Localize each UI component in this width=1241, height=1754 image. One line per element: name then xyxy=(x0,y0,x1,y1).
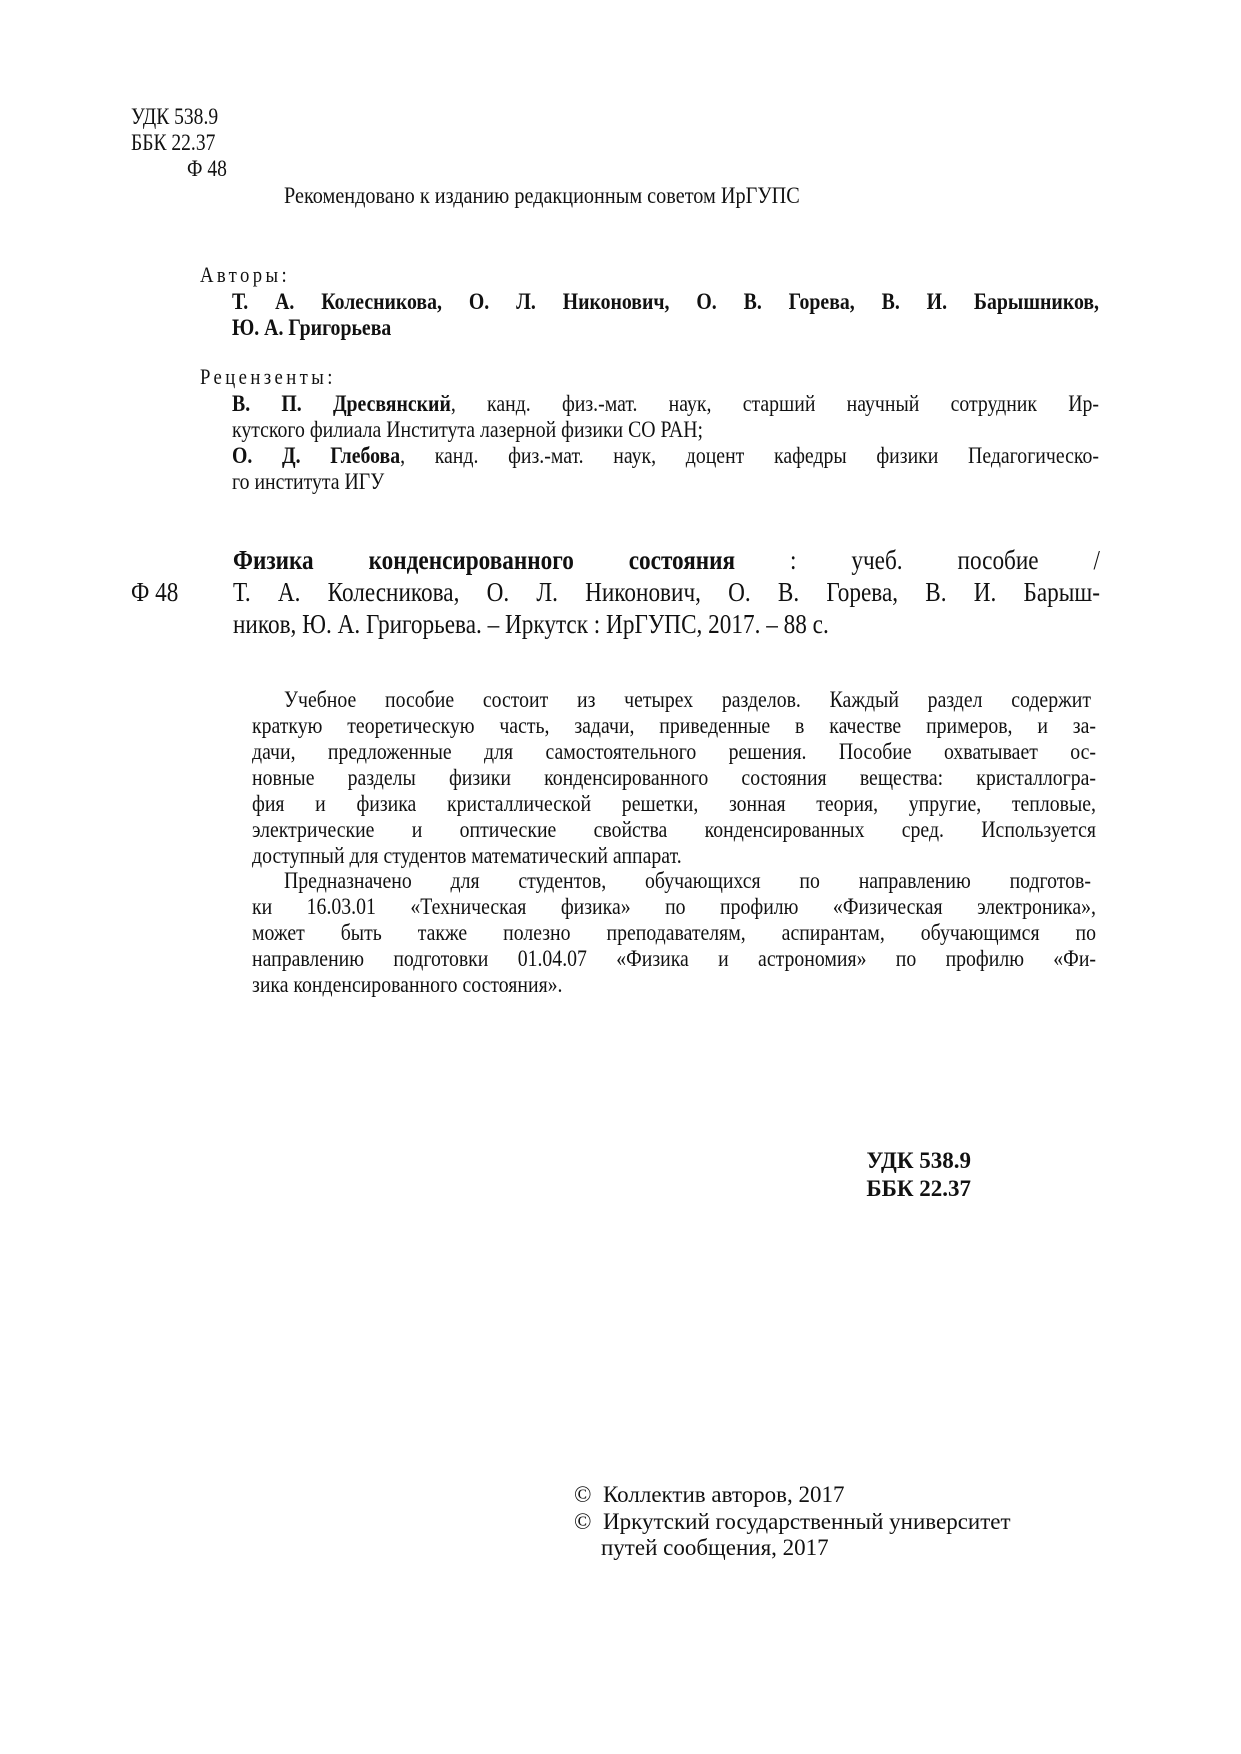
copyright-icon: © xyxy=(574,1509,592,1534)
abstract-line: фия и физика кристаллической решетки, зонная теория, упругие, тепловые, xyxy=(252,791,1096,816)
author-mark: Ф 48 xyxy=(187,156,227,181)
copyright-icon: © xyxy=(574,1482,592,1507)
bibliography-line-2: Т. А. Колесникова, О. Л. Никонович, О. В. Горева, В. И. Барыш- xyxy=(233,577,1100,607)
abstract-line: ки 16.03.01 «Техническая физика» по профилю «Физическая электроника», xyxy=(252,894,1096,919)
authors-label: Авторы: xyxy=(200,262,291,287)
bbk-code: ББК 22.37 xyxy=(131,130,216,155)
abstract-line: Учебное пособие состоит из четырех разделов. Каждый раздел содержит xyxy=(284,687,1091,712)
bibliography-line-3: ников, Ю. А. Григорьева. – Иркутск : ИрГУПС, 2017. – 88 с. xyxy=(233,609,829,639)
abstract-line: новные разделы физики конденсированного состояния вещества: кристаллогра- xyxy=(252,765,1096,790)
reviewer-1-line-2: кутского филиала Института лазерной физики СО РАН; xyxy=(232,417,704,442)
recommendation: Рекомендовано к изданию редакционным советом ИрГУПС xyxy=(284,183,800,208)
copyright-line-3: путей сообщения, 2017 xyxy=(601,1535,829,1560)
reviewers-label: Рецензенты: xyxy=(200,364,336,389)
book-title: Физика конденсированного состояния xyxy=(233,545,736,575)
reviewer-1-line-1: В. П. Дресвянский, канд. физ.-мат. наук, старший научный сотрудник Ир- xyxy=(232,391,1099,416)
authors-line-2: Ю. А. Григорьева xyxy=(232,315,392,340)
copyright-line-2: © Иркутский государственный университет xyxy=(574,1509,1011,1534)
authors-line-1: Т. А. Колесникова, О. Л. Никонович, О. В. Горева, В. И. Барышников, xyxy=(232,289,1099,314)
footer-bbk-code: ББК 22.37 xyxy=(866,1176,971,1201)
reviewer-2-line-2: го института ИГУ xyxy=(232,469,385,494)
abstract-line: доступный для студентов математический аппарат. xyxy=(252,843,682,868)
udk-code: УДК 538.9 xyxy=(131,104,219,129)
abstract-line: электрические и оптические свойства конденсированных сред. Используется xyxy=(252,817,1096,842)
reviewer-2-name: О. Д. Глебова xyxy=(232,443,401,468)
copyright-line-1: © Коллектив авторов, 2017 xyxy=(574,1482,845,1507)
abstract-line: дачи, предложенные для самостоятельного решения. Пособие охватывает ос- xyxy=(252,739,1096,764)
abstract-line: Предназначено для студентов, обучающихся по направлению подготов- xyxy=(284,868,1091,893)
abstract-line: зика конденсированного состояния». xyxy=(252,972,563,997)
bibliography-mark: Ф 48 xyxy=(131,577,179,607)
footer-codes xyxy=(866,1147,971,1203)
footer-udk-code: УДК 538.9 xyxy=(866,1148,971,1173)
abstract-line: может быть также полезно преподавателям, аспирантам, обучающимся по xyxy=(252,920,1096,945)
abstract-line: краткую теоретическую часть, задачи, приведенные в качестве примеров, и за- xyxy=(252,713,1096,738)
reviewer-1-name: В. П. Дресвянский xyxy=(232,391,451,416)
abstract-line: направлению подготовки 01.04.07 «Физика и астрономия» по профилю «Фи- xyxy=(252,946,1096,971)
reviewer-2-line-1: О. Д. Глебова, канд. физ.-мат. наук, доцент кафедры физики Педагогическо- xyxy=(232,443,1099,468)
bibliography-line-1: Физика конденсированного состояния : учеб. пособие / xyxy=(233,545,1100,575)
